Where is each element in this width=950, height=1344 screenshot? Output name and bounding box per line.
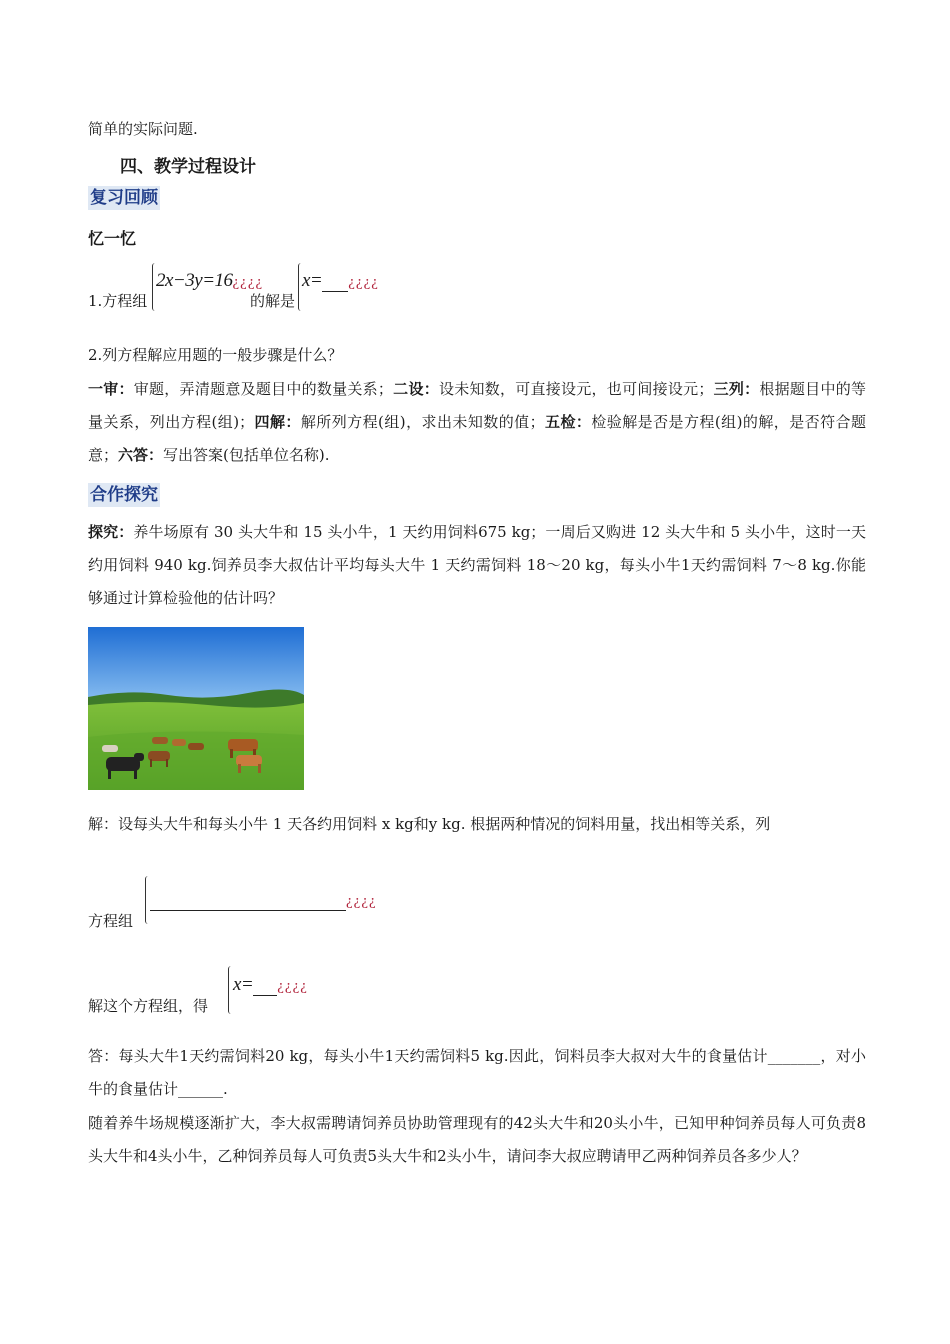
followup-paragraph: 随着养牛场规模逐渐扩大，李大叔需聘请饲养员协助管理现有的42头大牛和20头小牛，已知甲种饲养员每人可负责8头大牛和4头小牛，乙种饲养员每人可负责5头大牛和2头小牛，请问李大叔应聘请甲乙两种饲养员各多少人？ (88, 1114, 866, 1165)
q2-text: 2.列方程解应用题的一般步骤是什么？ (88, 346, 343, 364)
q1-equation: 2x−3y=16¿¿¿¿ (156, 270, 264, 291)
q1-blank (322, 271, 348, 292)
section-title-explore: 合作探究 (90, 485, 158, 505)
system-blank (150, 888, 346, 911)
section-heading-process: 四、教学过程设计 (120, 157, 256, 177)
intro-line: 简单的实际问题. (88, 120, 198, 138)
answer-paragraph: 答：每头大牛1天约需饲料20 kg，每头小牛1天约需饲料5 kg.因此，饲料员李大叔对大牛的食量估计_______，对小牛的食量估计______. (88, 1047, 866, 1098)
solution-line1: 解：设每头大牛和每头小牛 1 天各约用饲料 x kg和y kg. 根据两种情况的饲料用量，找出相等关系，列 (88, 815, 771, 833)
subtitle-recall: 忆一忆 (88, 229, 137, 248)
q1-prefix: 1.方程组 (88, 292, 148, 310)
q1-mid-text: 的解是 (250, 292, 296, 310)
explore-paragraph: 探究：养牛场原有 30 头大牛和 15 头小牛，1 天约用饲料675 kg；一周后又购进 12 头大牛和 5 头小牛，这时一天约用饲料 940 kg.饲养员李大叔估计平均每头大牛 1 天约需饲料 18～20 kg，每头小牛1天约需饲料 7～8 kg.你能够通过计算检验他的估计吗？ (88, 523, 866, 607)
q1-solution: x= ¿¿¿¿ (302, 270, 379, 291)
solve-blank (253, 975, 277, 996)
section-title-review: 复习回顾 (90, 188, 158, 208)
system-blank-equation: ¿¿¿¿ (150, 888, 377, 911)
pasture-cattle-photo (88, 627, 304, 790)
steps-paragraph: 一审：审题，弄清题意及题目中的数量关系；二设：设未知数，可直接设元，也可间接设元；三列：根据题目中的等量关系，列出方程(组)；四解：解所列方程(组)，求出未知数的值；五检：检验解是否是方程(组)的解，是否符合题意；六答：写出答案(包括单位名称). (88, 380, 866, 464)
system-label: 方程组 (88, 912, 134, 930)
solve-label: 解这个方程组，得 (88, 997, 209, 1015)
solve-solution: x= ¿¿¿¿ (233, 974, 308, 995)
